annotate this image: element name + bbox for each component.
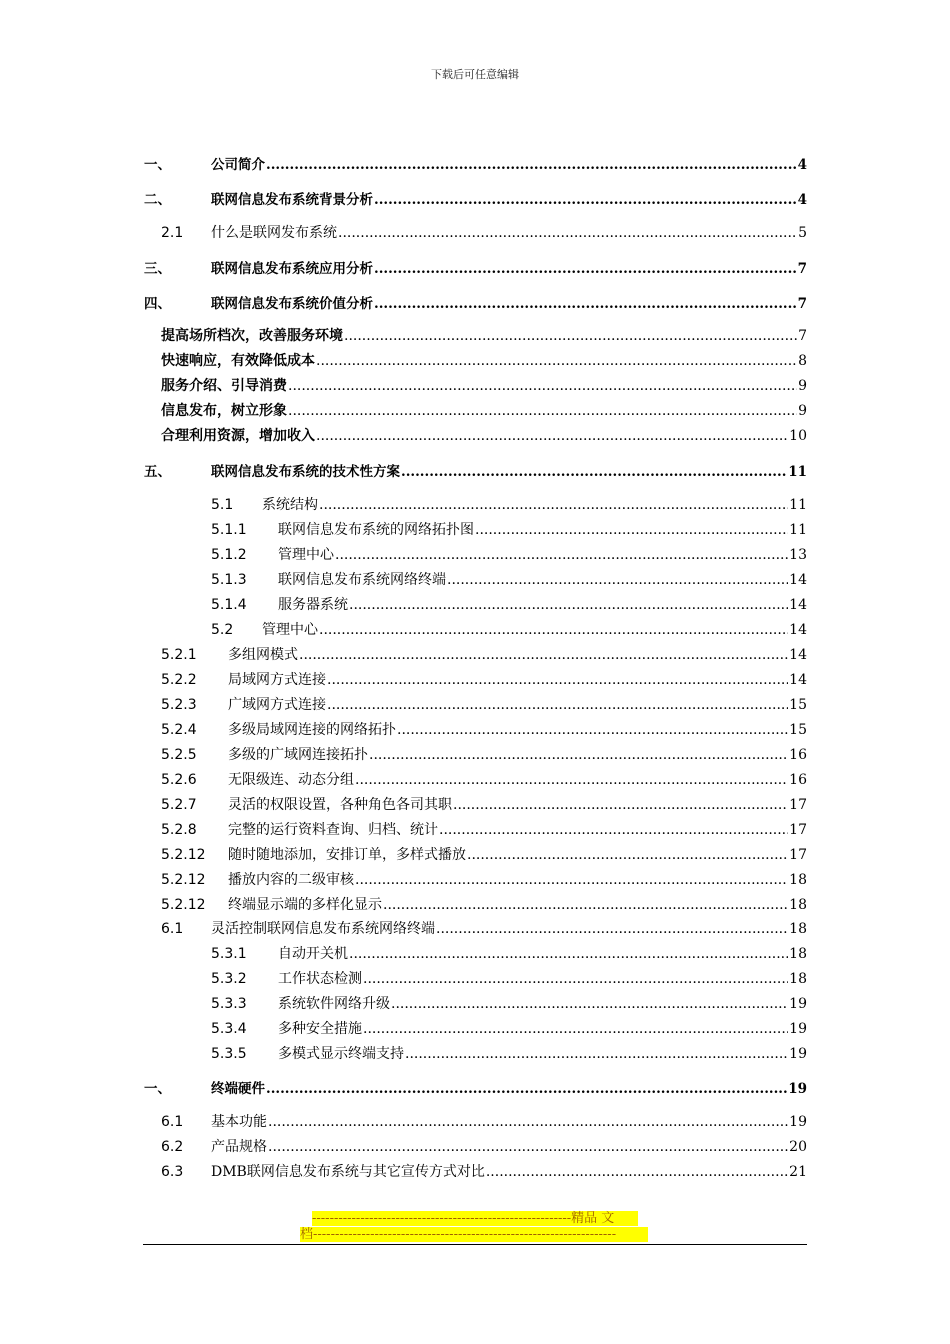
toc-entry-title: 系统软件网络升级: [278, 996, 390, 1012]
toc-entry[interactable]: [144, 1077, 807, 1097]
toc-entry-title: 服务介绍、引导消费: [161, 378, 287, 394]
toc-entry-number: 5.2.7: [161, 797, 197, 813]
toc-entry[interactable]: [161, 1136, 807, 1156]
toc-entry[interactable]: [211, 594, 807, 614]
toc-dot-leader: [338, 225, 797, 241]
toc-entry[interactable]: [211, 544, 807, 564]
toc-entry-number: 5.3.4: [211, 1021, 247, 1037]
toc-entry[interactable]: [161, 1111, 807, 1131]
toc-entry-title: 信息发布，树立形象: [161, 403, 287, 419]
toc-entry-title: 快速响应，有效降低成本: [161, 353, 315, 369]
toc-entry-title: 联网信息发布系统网络终端: [278, 572, 446, 588]
toc-entry-number: 5.2: [211, 622, 234, 638]
toc-entry-number: 5.1.3: [211, 572, 247, 588]
toc-dot-leader: [268, 1114, 788, 1130]
toc-dot-leader: [288, 403, 797, 419]
toc-dot-leader: [486, 1164, 788, 1180]
toc-entry-title: 局域网方式连接: [228, 672, 326, 688]
toc-entry-title: 灵活的权限设置，各种角色各司其职: [228, 797, 452, 813]
toc-entry[interactable]: [161, 819, 807, 839]
toc-entry-number: 一、: [144, 1081, 171, 1097]
toc-entry-title: 什么是联网发布系统: [211, 225, 337, 241]
toc-dot-leader: [374, 192, 797, 208]
toc-page-number: 19: [789, 1114, 807, 1130]
toc-entry[interactable]: [211, 519, 807, 539]
toc-entry-title: 服务器系统: [278, 597, 348, 613]
toc-entry[interactable]: [161, 375, 807, 395]
toc-entry-title: 自动开关机: [278, 946, 348, 962]
page-header: 下载后可任意编辑: [431, 68, 519, 81]
toc-entry-number: 5.1: [211, 497, 234, 513]
toc-page-number: 4: [797, 192, 807, 208]
toc-page-number: 15: [789, 697, 807, 713]
toc-entry-title: 多模式显示终端支持: [278, 1046, 404, 1062]
toc-page-number: 18: [789, 897, 807, 913]
toc-entry-number: 五、: [144, 464, 171, 480]
toc-page-number: 15: [789, 722, 807, 738]
toc-dot-leader: [374, 296, 797, 312]
toc-entry-title: 管理中心: [262, 622, 318, 638]
toc-entry[interactable]: [144, 292, 807, 312]
toc-entry-number: 6.1: [161, 1114, 184, 1130]
toc-entry-number: 2.1: [161, 225, 184, 241]
toc-entry-title: 管理中心: [278, 547, 334, 563]
toc-entry-number: 5.2.6: [161, 772, 197, 788]
toc-entry-title: 工作状态检测: [278, 971, 362, 987]
toc-page-number: 20: [789, 1139, 807, 1155]
toc-entry[interactable]: [161, 644, 807, 664]
toc-entry[interactable]: [144, 460, 807, 480]
toc-dot-leader: [319, 497, 788, 513]
toc-dot-leader: [335, 547, 788, 563]
toc-entry-number: 5.1.1: [211, 522, 247, 538]
toc-entry-number: 5.2.2: [161, 672, 197, 688]
toc-page-number: 18: [789, 921, 807, 937]
toc-entry[interactable]: [161, 350, 807, 370]
toc-dot-leader: [436, 921, 788, 937]
toc-entry[interactable]: [161, 918, 807, 938]
toc-dot-leader: [319, 622, 788, 638]
toc-entry[interactable]: [211, 1018, 807, 1038]
footer-watermark-line2: 档---------------------------------------------------------------------: [300, 1227, 648, 1242]
toc-entry-number: 5.2.12: [161, 872, 206, 888]
toc-entry-title: 灵活控制联网信息发布系统网络终端: [211, 921, 435, 937]
toc-entry-number: 5.2.8: [161, 822, 197, 838]
toc-entry-number: 5.2.12: [161, 897, 206, 913]
toc-page-number: 19: [788, 1081, 807, 1097]
toc-entry-number: 四、: [144, 296, 171, 312]
toc-page-number: 17: [789, 797, 807, 813]
toc-dot-leader: [401, 464, 787, 480]
toc-dot-leader: [316, 428, 788, 444]
toc-page-number: 8: [798, 353, 807, 369]
toc-entry-title: 多组网模式: [228, 647, 298, 663]
toc-dot-leader: [363, 1021, 788, 1037]
toc-page-number: 14: [789, 572, 807, 588]
toc-entry-number: 5.3.5: [211, 1046, 247, 1062]
toc-entry-title: 播放内容的二级审核: [228, 872, 354, 888]
toc-entry[interactable]: [144, 153, 807, 173]
toc-entry-title: 终端显示端的多样化显示: [228, 897, 382, 913]
toc-dot-leader: [447, 572, 788, 588]
toc-entry[interactable]: [161, 669, 807, 689]
toc-entry-number: 6.1: [161, 921, 184, 937]
toc-page-number: 11: [789, 522, 807, 538]
toc-page-number: 7: [797, 261, 807, 277]
toc-entry[interactable]: [161, 894, 807, 914]
toc-dot-leader: [355, 772, 788, 788]
toc-entry[interactable]: [211, 943, 807, 963]
toc-page-number: 11: [789, 497, 807, 513]
toc-entry[interactable]: [211, 494, 807, 514]
toc-entry[interactable]: [161, 400, 807, 420]
toc-entry-title: 合理利用资源，增加收入: [161, 428, 315, 444]
toc-dot-leader: [349, 946, 788, 962]
toc-dot-leader: [475, 522, 788, 538]
toc-page-number: 14: [789, 597, 807, 613]
toc-entry-title: 提高场所档次，改善服务环境: [161, 328, 343, 344]
toc-dot-leader: [355, 872, 788, 888]
toc-entry-title: 无限级连、动态分组: [228, 772, 354, 788]
toc-dot-leader: [288, 378, 797, 394]
toc-entry-number: 5.2.3: [161, 697, 197, 713]
toc-entry-title: 基本功能: [211, 1114, 267, 1130]
toc-entry[interactable]: [161, 869, 807, 889]
toc-page-number: 9: [798, 378, 807, 394]
toc-page-number: 21: [789, 1164, 807, 1180]
toc-dot-leader: [363, 971, 788, 987]
toc-page-number: 11: [788, 464, 807, 480]
toc-dot-leader: [349, 597, 788, 613]
toc-dot-leader: [439, 822, 788, 838]
toc-entry-title: 完整的运行资料查询、归档、统计: [228, 822, 438, 838]
toc-page-number: 19: [789, 1046, 807, 1062]
footer-watermark-line1: -----------------------------------------------------------精品 文: [312, 1211, 638, 1226]
toc-entry[interactable]: [161, 325, 807, 345]
toc-entry[interactable]: [211, 968, 807, 988]
toc-entry-title: 系统结构: [262, 497, 318, 513]
toc-dot-leader: [327, 697, 788, 713]
toc-entry-title: 联网信息发布系统的技术性方案: [211, 464, 400, 480]
toc-entry[interactable]: [144, 188, 807, 208]
toc-dot-leader: [266, 157, 797, 173]
toc-entry-number: 6.2: [161, 1139, 184, 1155]
toc-entry[interactable]: [161, 844, 807, 864]
toc-entry-number: 5.2.4: [161, 722, 197, 738]
toc-dot-leader: [344, 328, 797, 344]
toc-page-number: 7: [797, 296, 807, 312]
toc-page-number: 13: [789, 547, 807, 563]
footer-rule: [143, 1244, 807, 1245]
toc-dot-leader: [397, 722, 788, 738]
toc-entry-title: 随时随地添加，安排订单，多样式播放: [228, 847, 466, 863]
toc-page-number: 14: [789, 647, 807, 663]
toc-entry[interactable]: [161, 744, 807, 764]
toc-dot-leader: [383, 897, 788, 913]
toc-entry-number: 二、: [144, 192, 171, 208]
toc-entry-title: 公司简介: [211, 157, 265, 173]
toc-dot-leader: [268, 1139, 788, 1155]
toc-entry-number: 5.2.5: [161, 747, 197, 763]
toc-dot-leader: [453, 797, 788, 813]
toc-page-number: 18: [789, 872, 807, 888]
toc-entry-number: 一、: [144, 157, 171, 173]
toc-page-number: 9: [798, 403, 807, 419]
toc-entry-number: 5.1.2: [211, 547, 247, 563]
toc-entry-number: 6.3: [161, 1164, 184, 1180]
toc-entry[interactable]: [211, 993, 807, 1013]
toc-page-number: 14: [789, 672, 807, 688]
toc-entry-title: 终端硬件: [211, 1081, 265, 1097]
toc-page-number: 7: [798, 328, 807, 344]
toc-entry-title: 多种安全措施: [278, 1021, 362, 1037]
toc-dot-leader: [299, 647, 788, 663]
toc-entry-title: 联网信息发布系统价值分析: [211, 296, 373, 312]
toc-entry[interactable]: [161, 425, 807, 445]
toc-dot-leader: [316, 353, 797, 369]
toc-page-number: 18: [789, 971, 807, 987]
toc-entry[interactable]: [161, 794, 807, 814]
toc-entry-title: DMB联网信息发布系统与其它宣传方式对比: [211, 1164, 485, 1180]
toc-entry[interactable]: [161, 719, 807, 739]
toc-entry-number: 5.3.3: [211, 996, 247, 1012]
toc-entry[interactable]: [211, 1043, 807, 1063]
toc-entry[interactable]: [211, 569, 807, 589]
toc-page-number: 5: [798, 225, 807, 241]
toc-page-number: 16: [789, 747, 807, 763]
toc-dot-leader: [405, 1046, 788, 1062]
toc-entry-number: 5.2.1: [161, 647, 197, 663]
toc-page-number: 14: [789, 622, 807, 638]
toc-dot-leader: [374, 261, 797, 277]
toc-page-number: 19: [789, 996, 807, 1012]
toc-dot-leader: [467, 847, 788, 863]
toc-entry[interactable]: [144, 257, 807, 277]
toc-entry-title: 多级的广域网连接拓扑: [228, 747, 368, 763]
toc-entry[interactable]: [211, 619, 807, 639]
toc-page-number: 18: [789, 946, 807, 962]
toc-page-number: 17: [789, 847, 807, 863]
toc-entry[interactable]: [161, 769, 807, 789]
toc-page-number: 19: [789, 1021, 807, 1037]
toc-dot-leader: [266, 1081, 787, 1097]
toc-page-number: 10: [789, 428, 807, 444]
toc-entry-number: 5.2.12: [161, 847, 206, 863]
toc-entry-number: 5.1.4: [211, 597, 247, 613]
toc-dot-leader: [369, 747, 788, 763]
toc-page-number: 17: [789, 822, 807, 838]
toc-page-number: 16: [789, 772, 807, 788]
toc-entry-title: 产品规格: [211, 1139, 267, 1155]
toc-entry-number: 5.3.1: [211, 946, 247, 962]
toc-dot-leader: [391, 996, 788, 1012]
toc-entry-title: 联网信息发布系统背景分析: [211, 192, 373, 208]
toc-entry[interactable]: [161, 222, 807, 242]
toc-entry-number: 5.3.2: [211, 971, 247, 987]
toc-entry[interactable]: [161, 1161, 807, 1181]
toc-entry-title: 联网信息发布系统应用分析: [211, 261, 373, 277]
toc-entry-title: 联网信息发布系统的网络拓扑图: [278, 522, 474, 538]
toc-page-number: 4: [797, 157, 807, 173]
toc-entry-number: 三、: [144, 261, 171, 277]
toc-entry[interactable]: [161, 694, 807, 714]
toc-entry-title: 多级局域网连接的网络拓扑: [228, 722, 396, 738]
toc-entry-title: 广域网方式连接: [228, 697, 326, 713]
toc-dot-leader: [327, 672, 788, 688]
